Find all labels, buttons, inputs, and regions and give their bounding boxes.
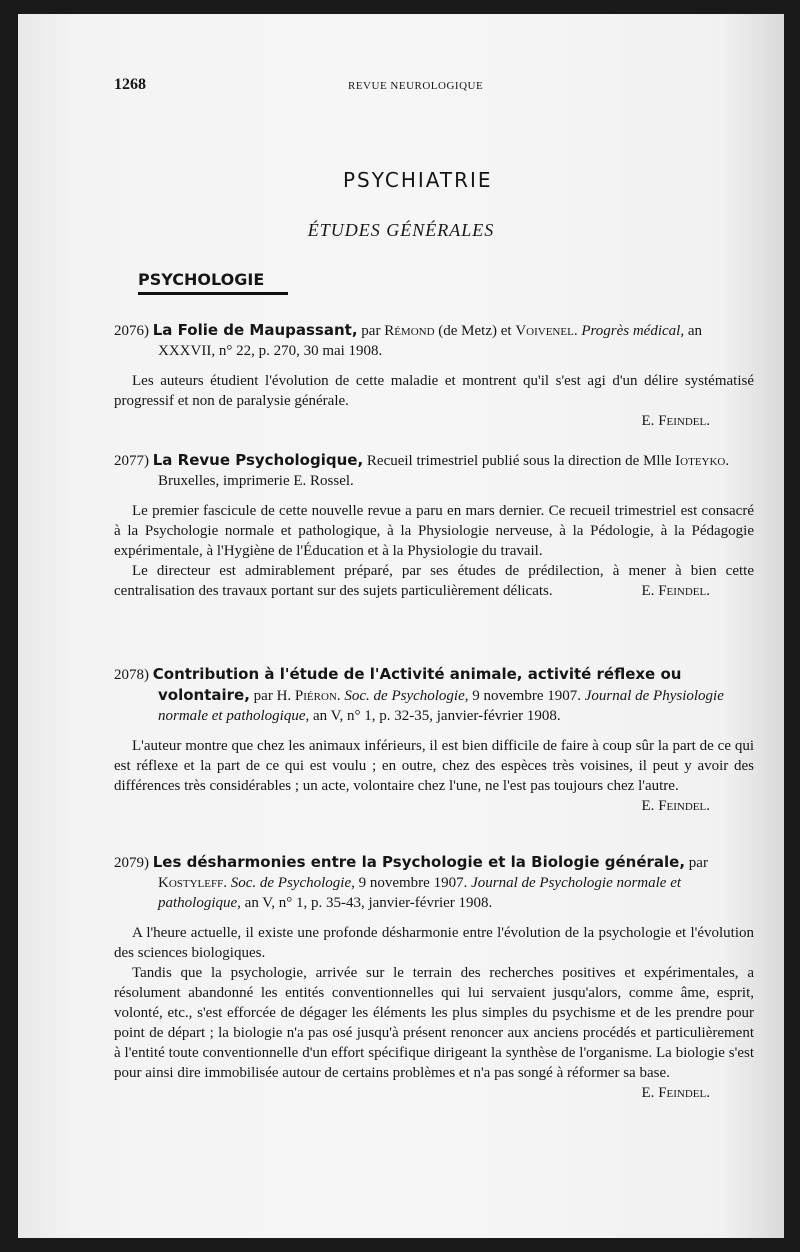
paragraph: Le directeur est admirablement préparé, par ses études de prédilection, à mener à bien cette centralisation des travaux portant sur des sujets particulièrement délicats. <box>114 563 754 599</box>
section-heading: PSYCHIATRIE <box>343 168 493 192</box>
author: Kostyleff. <box>158 875 227 891</box>
entry-number: 2077) <box>114 453 149 469</box>
author: Ioteyko. <box>675 453 730 469</box>
entry-citation: 2076) La Folie de Maupassant, par Rémond (de Metz) et Voivenel. Progrès médical, an XXXVII, n° 22, p. 270, 30 mai 1908. <box>114 321 703 359</box>
publisher: Bruxelles, imprimerie E. Rossel. <box>158 473 354 489</box>
abstract-entry <box>114 320 754 431</box>
rubric-heading: PSYCHOLOGIE <box>138 270 265 289</box>
reference: an XXXVII, n° 22, p. 270, 30 mai 1908. <box>158 323 703 359</box>
paragraph: Tandis que la psychologie, arrivée sur le terrain des recherches positives et expérimentales, a résolument abandonné les entités conventionnelles qui lui servaient jusqu'alors, comme âme, esprit, volonté, etc., s'est efforcée de dégager les éléments les plus simples du psychisme et de les prendre pour point de départ ; la biologie n'a pas osé jusqu'à présent renoncer aux anciens procédés et particulièrement à l'entité toute conventionnelle d'un effort spécifique dirigeant la synthèse de l'organisme. La biologie s'est pour ainsi dire immobilisée autour de certains problèmes et n'a pas songé à réformer sa base. <box>114 965 754 1081</box>
entry-citation: 2077) La Revue Psychologique, Recueil trimestriel publié sous la direction de Mlle Ioteyko. Bruxelles, imprimerie E. Rossel. <box>114 451 730 489</box>
journal-page <box>18 14 784 1238</box>
rubric-underline <box>138 292 288 295</box>
author: Rémond <box>384 323 435 339</box>
author: Voivenel. <box>515 323 578 339</box>
entry-body <box>114 736 754 796</box>
page-number: 1268 <box>114 76 146 93</box>
abstract-entry <box>114 664 754 816</box>
signature: E. Feindel. <box>641 1085 710 1101</box>
abstract-entry <box>114 852 754 1103</box>
author: Piéron. <box>294 688 341 704</box>
date: 9 novembre 1907. <box>472 688 581 704</box>
paragraph: A l'heure actuelle, il existe une profonde désharmonie entre l'évolution de la psychologie et l'évolution des sciences biologiques. <box>114 925 754 961</box>
paragraph: Les auteurs étudient l'évolution de cette maladie et montrent qu'il s'est agi d'un délire systématisé progressif et non de paralysie générale. <box>114 373 754 409</box>
date: 9 novembre 1907. <box>358 875 468 891</box>
entry-number: 2076) <box>114 323 149 339</box>
reference: an V, n° 1, p. 32-35, janvier-février 1908. <box>312 708 561 724</box>
entry-citation: 2079) Les désharmonies entre la Psychologie et la Biologie générale, par Kostyleff. Soc. de Psychologie, 9 novembre 1907. Journal de Psychologie normale et pathologique, an V, n° 1, p. 35-43, janvier-février 1908. <box>114 853 708 911</box>
journal-name: Journal de Physiologie normale et pathologique, <box>158 688 724 724</box>
reference: an V, n° 1, p. 35-43, janvier-février 1908. <box>244 895 493 911</box>
entry-title: Les désharmonies entre la Psychologie et la Biologie générale, <box>152 853 686 871</box>
entry-body <box>114 371 754 411</box>
signature: E. Feindel. <box>641 583 710 599</box>
entry-body <box>114 923 754 1083</box>
entry-number: 2078) <box>114 667 149 683</box>
abstract-entry <box>114 450 754 601</box>
society: Soc. de Psychologie, <box>230 875 355 891</box>
entry-number: 2079) <box>114 855 149 871</box>
signature: E. Feindel. <box>641 413 710 429</box>
subsection-heading: ÉTUDES GÉNÉRALES <box>307 220 495 240</box>
journal-name: Journal de Psychologie normale et pathologique, <box>158 875 682 911</box>
entry-title: Contribution à l'étude de l'Activité animale, activité réflexe ou volontaire, <box>152 665 682 704</box>
signature: E. Feindel. <box>641 798 710 814</box>
paragraph: Le premier fascicule de cette nouvelle revue a paru en mars dernier. Ce recueil trimestriel est consacré à la Psychologie normale et pathologique, à la Physiologie nerveuse, à la Pédologie, à la Pédagogie expérimentale, à l'Hygiène de l'Éducation et à la Physiologie du travail. <box>114 503 754 559</box>
entry-citation: 2078) Contribution à l'étude de l'Activité animale, activité réflexe ou volontaire, par H. Piéron. Soc. de Psychologie, 9 novembre 1907. Journal de Physiologie normale et pathologique, an V, n° 1, p. 32-35, janvier-février 1908. <box>114 665 724 724</box>
entry-title: La Revue Psychologique, <box>152 451 364 469</box>
entry-title: La Folie de Maupassant, <box>152 321 358 339</box>
journal-name: Progrès médical, <box>581 323 685 339</box>
society: Soc. de Psychologie, <box>344 688 469 704</box>
running-head: REVUE NEUROLOGIQUE <box>348 80 484 92</box>
paragraph: L'auteur montre que chez les animaux inférieurs, il est bien difficile de faire à coup sûr la part de ce qui est réflexe et la part de ce qui est voulu ; en outre, chez des espèces très voisines, il peut y avoir des différences très considérables ; un acte, volontaire chez l'une, ne l'est pas toujours chez l'autre. <box>114 738 754 794</box>
